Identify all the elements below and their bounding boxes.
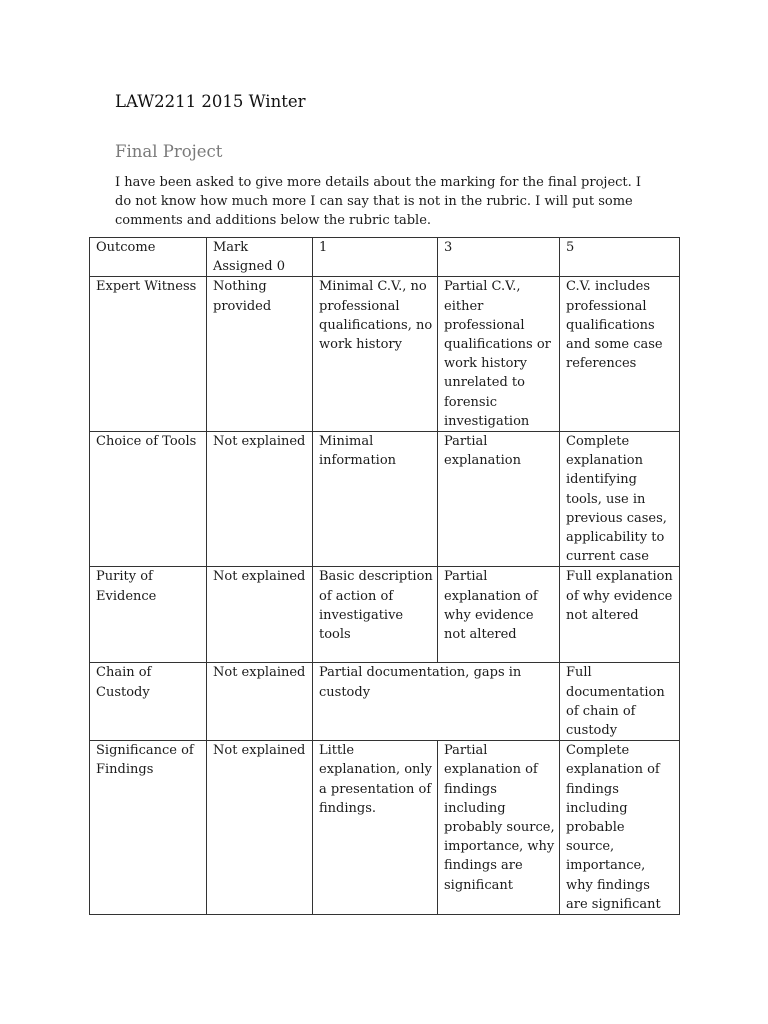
table-row [90, 432, 680, 567]
table-header-row [90, 238, 680, 277]
rubric-table [89, 237, 680, 915]
section-heading: Final Project [115, 142, 223, 161]
outcome-cell: Expert Witness [90, 277, 207, 432]
mark-5-cell: C.V. includes professional qualifications and some case references [560, 277, 680, 432]
mark-0-cell: Not explained [207, 663, 313, 741]
table-row [90, 277, 680, 432]
outcome-cell: Chain of Custody [90, 663, 207, 741]
intro-paragraph: I have been asked to give more details about the marking for the final project. I do not know how much more I can say that is not in the rubric. I will put some comments and additions below the rubric table. [115, 175, 642, 229]
table-row [90, 567, 680, 663]
outcome-cell: Significance of Findings [90, 741, 207, 915]
mark-0-cell: Not explained [207, 567, 313, 663]
table-row [90, 741, 680, 915]
mark-1-cell: Basic description of action of investigative tools [313, 567, 438, 663]
mark-1-cell: Minimal information [313, 432, 438, 567]
mark-3-cell: Partial C.V., either professional qualifications or work history unrelated to forensic investigation [438, 277, 560, 432]
outcome-cell: Purity of Evidence [90, 567, 207, 663]
header-mark-5: 5 [560, 238, 680, 277]
mark-1-cell: Minimal C.V., no professional qualifications, no work history [313, 277, 438, 432]
mark-5-cell: Full explanation of why evidence not altered [560, 567, 680, 663]
header-outcome: Outcome [90, 238, 207, 277]
mark-3-cell: Partial explanation of why evidence not altered [438, 567, 560, 663]
mark-3-cell: Partial explanation [438, 432, 560, 567]
mark-0-cell: Not explained [207, 741, 313, 915]
table-row [90, 663, 680, 741]
mark-5-cell: Full documentation of chain of custody [560, 663, 680, 741]
mark-0-cell: Nothing provided [207, 277, 313, 432]
mark-1-cell: Little explanation, only a presentation of findings. [313, 741, 438, 915]
mark-3-cell: Partial explanation of findings including probably source, importance, why findings are significant [438, 741, 560, 915]
mark-5-cell: Complete explanation of findings including probable source, importance, why findings are significant [560, 741, 680, 915]
mark-5-cell: Complete explanation identifying tools, use in previous cases, applicability to current case [560, 432, 680, 567]
outcome-cell: Choice of Tools [90, 432, 207, 567]
mark-0-cell: Not explained [207, 432, 313, 567]
header-mark-1: 1 [313, 238, 438, 277]
mark-1-3-merged-cell: Partial documentation, gaps in custody [313, 663, 560, 741]
document-title: LAW2211 2015 Winter [115, 92, 306, 111]
header-mark-3: 3 [438, 238, 560, 277]
header-mark-0: Mark Assigned 0 [207, 238, 313, 277]
